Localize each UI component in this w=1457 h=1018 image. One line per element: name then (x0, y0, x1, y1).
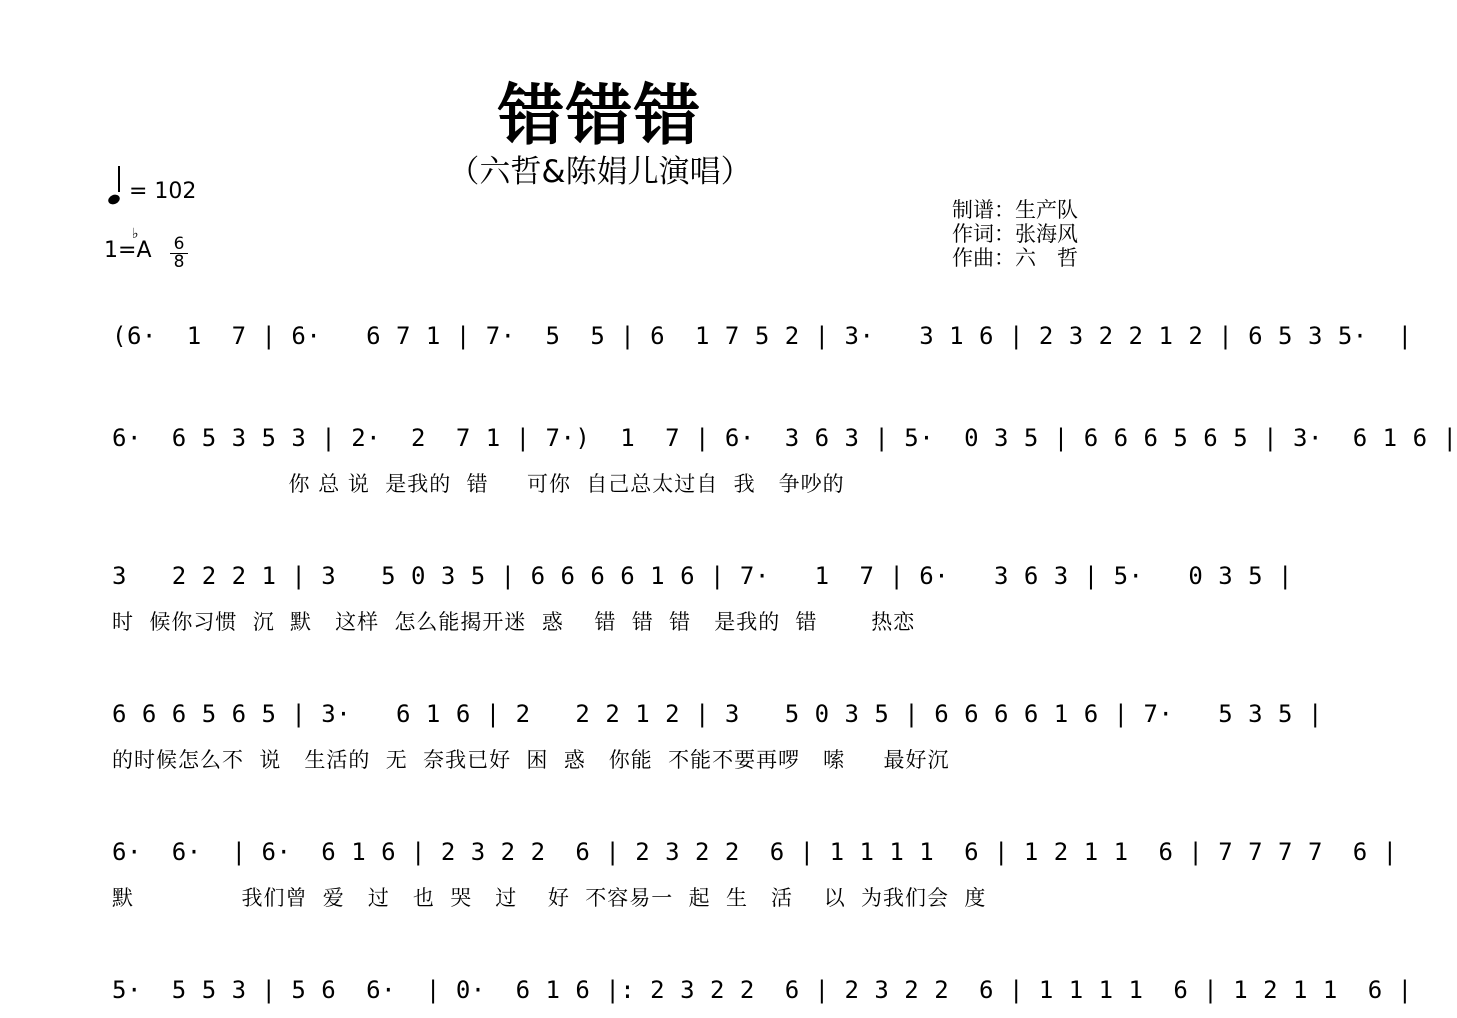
song-subtitle: （六哲&陈娟儿演唱） (448, 154, 752, 190)
credits (952, 198, 1078, 270)
composer: 作曲：六 哲 (952, 246, 1078, 270)
tempo-value: = 102 (129, 179, 197, 204)
lyric-line: 的时候怎么不 说 生活的 无 奈我已好 困 惑 你能 不能不要再啰 嗦 最好沉 (112, 748, 950, 772)
lyric-line: 你 总 说 是我的 错 可你 自己总太过自 我 争吵的 (112, 472, 845, 496)
notation-line: 5· 5 5 3 | 5 6 6· | 0· 6 1 6 |: 2 3 2 2 6 | 2 3 2 2 6 | 1 1 1 1 6 | 1 2 1 1 6 | (112, 976, 1413, 1004)
lyric-line: 默 我们曾 爱 过 也 哭 过 好 不容易一 起 生 活 以 为我们会 度 (112, 886, 987, 910)
song-title: 错错错 (498, 77, 702, 154)
meter-top: 6 (173, 234, 185, 254)
key-prefix: 1= (104, 238, 137, 263)
quarter-note-icon (107, 193, 122, 206)
notation-line: 6 6 6 5 6 5 | 3· 6 1 6 | 2 2 2 1 2 | 3 5 0 3 5 | 6 6 6 6 1 6 | 7· 5 3 5 | (112, 700, 1323, 728)
tempo-marking (108, 172, 196, 204)
notation-line: 3 2 2 2 1 | 3 5 0 3 5 | 6 6 6 6 1 6 | 7· 1 7 | 6· 3 6 3 | 5· 0 3 5 | (112, 562, 1293, 590)
notation-line: (6· 1 7 | 6· 6 7 1 | 7· 5 5 | 6 1 7 5 2 | 3· 3 1 6 | 2 3 2 2 1 2 | 6 5 3 5· | (112, 322, 1413, 350)
meter-bottom: 8 (173, 252, 185, 272)
lyric-line: 时 候你习惯 沉 默 这样 怎么能揭开迷 惑 错 错 错 是我的 错 热恋 (112, 610, 916, 634)
key-note: A (136, 238, 152, 263)
notation-line: 6· 6 5 3 5 3 | 2· 2 7 1 | 7·) 1 7 | 6· 3 6 3 | 5· 0 3 5 | 6 6 6 5 6 5 | 3· 6 1 6 | (112, 424, 1457, 452)
time-signature (170, 236, 188, 271)
flat-icon: ♭ (132, 226, 139, 242)
note-stem (118, 166, 120, 192)
key-signature (104, 226, 152, 263)
notation-line: 6· 6· | 6· 6 1 6 | 2 3 2 2 6 | 2 3 2 2 6 | 1 1 1 1 6 | 1 2 1 1 6 | 7 7 7 7 6 | (112, 838, 1398, 866)
transcriber: 制谱：生产队 (952, 198, 1078, 222)
lyricist: 作词：张海风 (952, 222, 1078, 246)
